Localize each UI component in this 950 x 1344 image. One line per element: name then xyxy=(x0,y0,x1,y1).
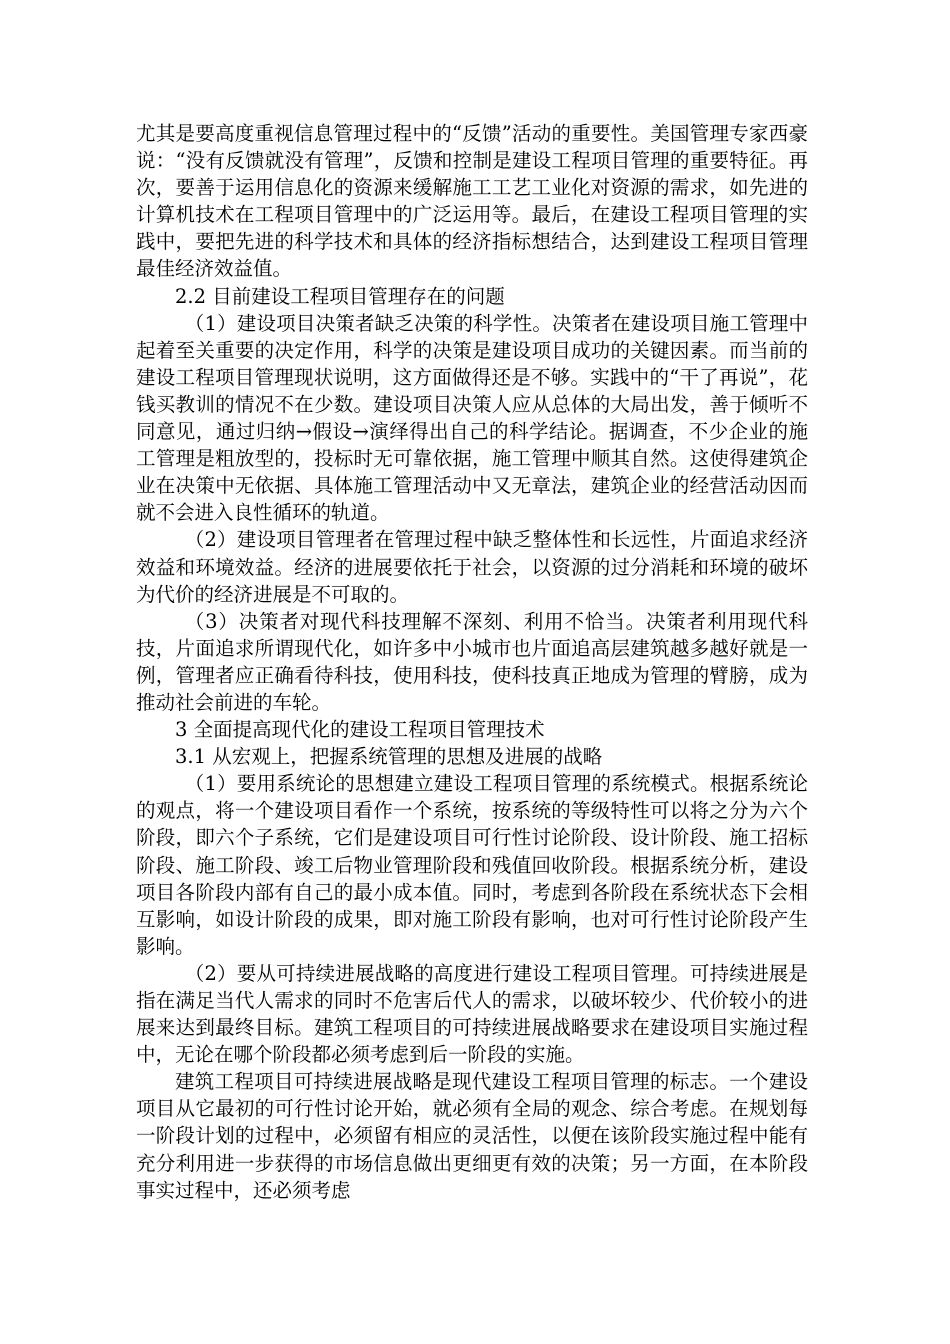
paragraph-strategy-2: （2）要从可持续进展战略的高度进行建设工程项目管理。可持续进展是指在满足当代人需求的同时不危害后代人的需求，以破坏较少、代价较小的进展来达到最终目标。建筑工程项目的可持续进展战略要求在建设项目实施过程中，无论在哪个阶段都必须考虑到后一阶段的实施。 xyxy=(136,961,808,1067)
section-heading-3: 3 全面提高现代化的建设工程项目管理技术 xyxy=(175,718,545,742)
paragraph-problem-1: （1）建设项目决策者缺乏决策的科学性。决策者在建设项目施工管理中起着至关重要的决定作用，科学的决策是建设项目成功的关键因素。而当前的建设工程项目管理现状说明，这方面做得还是不够。实践中的“干了再说”，花钱买教训的情况不在少数。建设项目决策人应从总体的大局出发，善于倾听不同意见，通过归纳→假设→演绎得出自己的科学结论。据调查，不少企业的施工管理是粗放型的，投标时无可靠依据，施工管理中顺其自然。这使得建筑企业在决策中无依据、具体施工管理活动中又无章法，建筑企业的经营活动因而就不会进入良性循环的轨道。 xyxy=(136,311,808,525)
section-heading-2-2: 2.2 目前建设工程项目管理存在的问题 xyxy=(175,284,505,308)
section-heading-3-1: 3.1 从宏观上，把握系统管理的思想及进展的战略 xyxy=(175,745,603,769)
paragraph-feedback-management: 尤其是要高度重视信息管理过程中的“反馈”活动的重要性。美国管理专家西豪说：“没有反馈就没有管理”，反馈和控制是建设工程项目管理的重要特征。再次，要善于运用信息化的资源来缓解施工工艺工业化对资源的需求，如先进的计算机技术在工程项目管理中的广泛运用等。最后，在建设工程项目管理的实践中，要把先进的科学技术和具体的经济指标想结合，达到建设工程项目管理最佳经济效益值。 xyxy=(136,122,808,281)
document-page xyxy=(136,120,808,1204)
paragraph-problem-3: （3）决策者对现代科技理解不深刻、利用不恰当。决策者利用现代科技，片面追求所谓现代化，如许多中小城市也片面追高层建筑越多越好就是一例，管理者应正确看待科技，使用科技，使科技真正地成为管理的臂膀，成为推动社会前进的车轮。 xyxy=(136,609,808,714)
paragraph-problem-2: （2）建设项目管理者在管理过程中缺乏整体性和长远性，片面追求经济效益和环境效益。经济的进展要依托于社会，以资源的过分消耗和环境的破坏为代价的经济进展是不可取的。 xyxy=(136,528,808,606)
paragraph-sustainable-development: 建筑工程项目可持续进展战略是现代建设工程项目管理的标志。一个建设项目从它最初的可行性讨论开始，就必须有全局的观念、综合考虑。在规划每一阶段计划的过程中，必须留有相应的灵活性，以便在该阶段实施过程中能有充分利用进一步获得的市场信息做出更细更有效的决策；另一方面，在本阶段事实过程中，还必须考虑 xyxy=(136,1070,808,1202)
paragraph-strategy-1: （1）要用系统论的思想建立建设工程项目管理的系统模式。根据系统论的观点，将一个建设项目看作一个系统，按系统的等级特性可以将之分为六个阶段，即六个子系统，它们是建设项目可行性讨论阶段、设计阶段、施工招标阶段、施工阶段、竣工后物业管理阶段和残值回收阶段。根据系统分析，建设项目各阶段内部有自己的最小成本值。同时，考虑到各阶段在系统状态下会相互影响，如设计阶段的成果，即对施工阶段有影响，也对可行性讨论阶段产生影响。 xyxy=(136,772,808,958)
